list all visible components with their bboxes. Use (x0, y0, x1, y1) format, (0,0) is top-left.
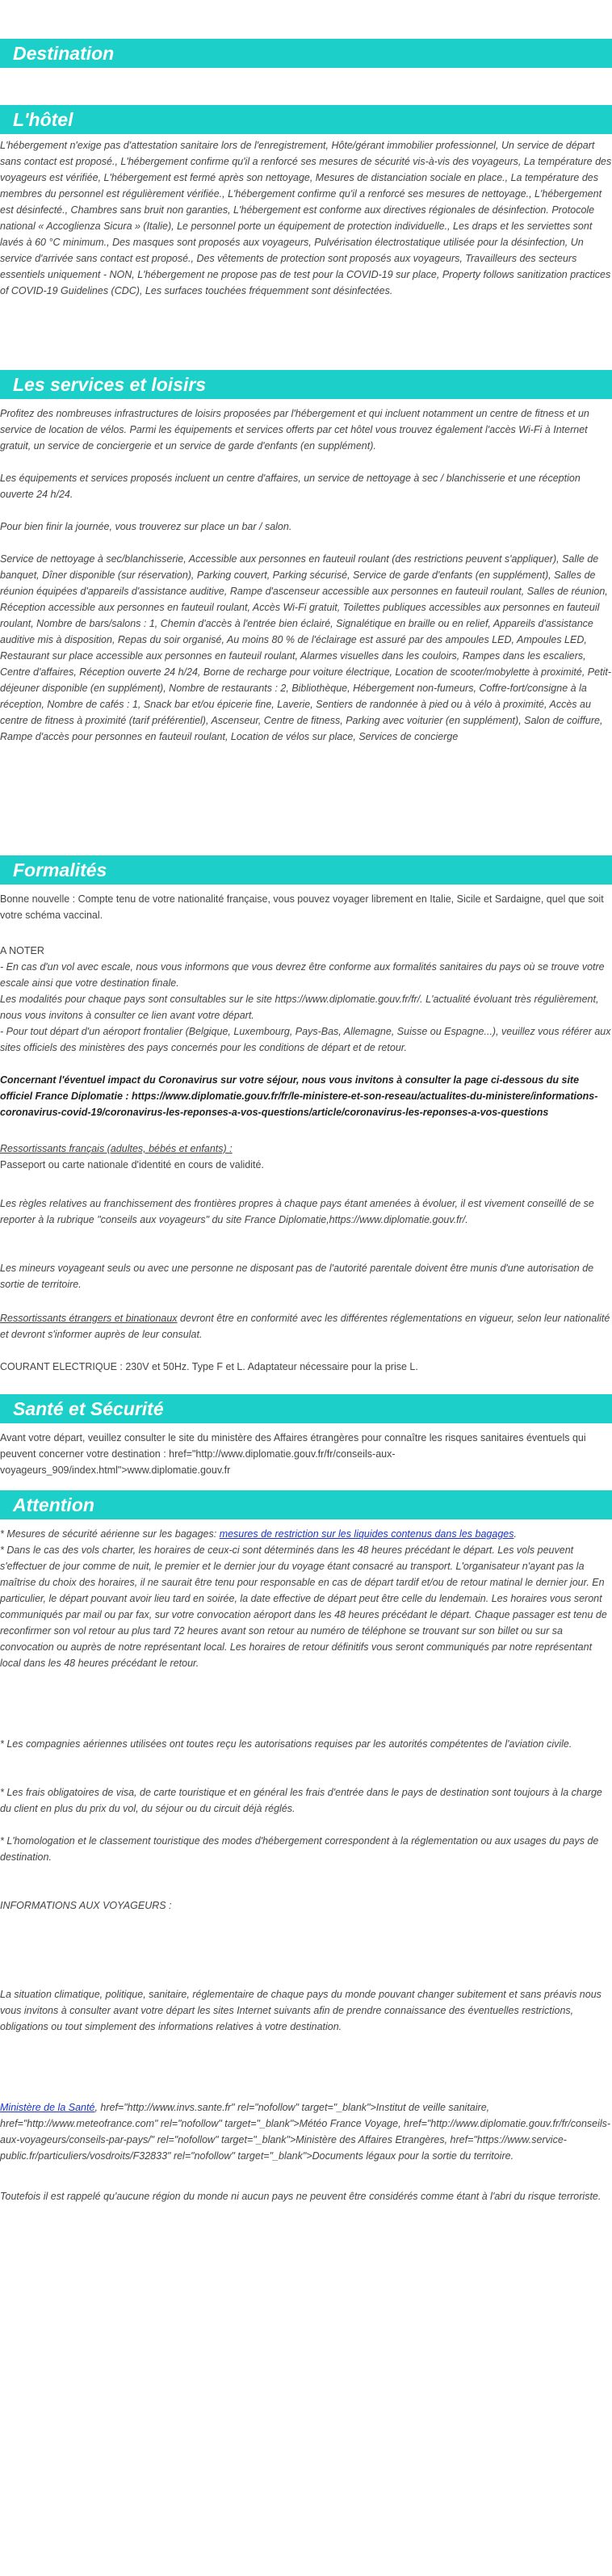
traveller-info-label: INFORMATIONS AUX VOYAGEURS : (0, 1900, 172, 1911)
note-label: A NOTER (0, 945, 44, 956)
formalites-intro: Bonne nouvelle : Compte tenu de votre nationalité française, vous pouvez voyager librement en Italie, Sicile et Sardaigne, quel que soit votre schéma vaccinal. (0, 893, 604, 921)
note-modalities: Les modalités pour chaque pays sont consultables sur le site https://www.diplomatie.gouv.fr/fr/. L'actualité évoluant très régulièrement, nous vous invitons à consulter ce lien avant votre départ. (0, 994, 599, 1021)
french-nationals-label: Ressortissants français (adultes, bébés et enfants) : (0, 1143, 233, 1154)
liquids-restriction-link[interactable]: mesures de restriction sur les liquides contenus dans les bagages (219, 1528, 514, 1540)
terror-warning: Toutefois il est rappelé qu'aucune région du monde ni aucun pays ne peuvent être considérés comme étant à l'abri du risque terroriste. (0, 2191, 602, 2202)
section-header-destination: Destination (0, 39, 612, 68)
note-stopover: - En cas d'un vol avec escale, nous vous informons que vous devrez être conforme aux formalités sanitaires du pays où se trouve votre escale ainsi que votre destination finale. (0, 961, 605, 989)
attention-visa: * Les frais obligatoires de visa, de carte touristique et en général les frais d'entrée dans le pays de destination sont toujours à la charge du client en plus du prix du vol, du séjour ou du circuit déjà réglés. (0, 1787, 602, 1814)
ministry-health-link[interactable]: Ministère de la Santé (0, 2102, 95, 2113)
services-list: Service de nettoyage à sec/blanchisserie, Accessible aux personnes en fauteuil roulant (des restrictions peuvent s'appliquer), Salle de banquet, Dîner disponible (sur réservation), Parking couvert, Parking sécurisé, Service de garde d'enfants (en supplément), Salles de réunion équipées d'appareils d'assistance auditive, Rampe d'ascenseur accessible aux personnes en fauteuil roulant, Salles de réunion, Réception accessible aux personnes en fauteuil roulant, Accès Wi-Fi gratuit, Toilettes publiques accessibles aux personnes en fauteuil roulant, Nombre de bars/salons : 1, Chemin d'accès à l'entrée bien éclairé, Signalétique en braille ou en relief, Appareils d'assistance auditive mis à disposition, Repas du soir organisé, Au moins 80 % de l'éclairage est assuré par des ampoules LED, Ampoules LED, Restaurant sur place accessible aux personnes en fauteuil roulant, Alarmes visuelles dans les couloirs, Rampes dans les escaliers, Centre d'affaires, Réception ouverte 24 h/24, Borne de recharge pour voiture électrique, Location de scooter/mobylette à proximité, Petit-déjeuner disponible (en supplément), Nombre de restaurants : 2, Bibliothèque, Hébergement non-fumeurs, Coffre-fort/consigne à la réception, Nombre de cafés : 1, Snack bar et/ou épicerie fine, Laverie, Sentiers de randonnée à pied ou à vélo à proximité, Accès au centre de fitness à proximité (tarif préférentiel), Ascenseur, Centre de fitness, Parking avec voiturier (en supplément), Salon de coiffure, Rampe d'accès pour personnes en fauteuil roulant, Location de vélos sur place, Services de concierge (0, 553, 611, 742)
border-rules: Les règles relatives au franchissement des frontières propres à chaque pays étant amenées à évoluer, il est vivement conseillé de se reporter à la rubrique "conseils aux voyageurs" du site France Diplomatie,https://www.diplomatie.gouv.fr/. (0, 1198, 594, 1225)
section-header-sante: Santé et Sécurité (0, 1394, 612, 1423)
traveller-info-text: La situation climatique, politique, sanitaire, réglementaire de chaque pays du monde pouvant changer subitement et sans préavis nous vous invitons à consulter avant votre départ les sites Internet suivants afin de prendre connaissance des éventuelles restrictions, obligations ou tout simplement des informations relatives à votre destination. (0, 1989, 602, 2032)
attention-homologation: * L'homologation et le classement touristique des modes d'hébergement correspondent à la réglementation ou aux usages du pays de destination. (0, 1835, 599, 1863)
attention-airlines: * Les compagnies aériennes utilisées ont toutes reçu les autorisations requises par les autorités compétentes de l'aviation civile. (0, 1738, 572, 1750)
foreign-nationals (0, 1310, 612, 1359)
minors-rule: Les mineurs voyageant seuls ou avec une personne ne disposant pas de l'autorité parentale doivent être munis d'une autorisation de sortie de territoire. (0, 1263, 594, 1290)
services-intro: Profitez des nombreuses infrastructures de loisirs proposées par l'hébergement et qui incluent notamment un centre de fitness et un service de location de vélos. Parmi les équipements et services offerts par cet hôtel vous trouvez également l'accès Wi-Fi à Internet gratuit, un service de conciergerie et un service de garde d'enfants (en supplément). (0, 408, 589, 452)
foreign-nationals-label: Ressortissants étrangers et binationaux (0, 1313, 178, 1324)
section-header-hotel: L'hôtel (0, 105, 612, 134)
french-nationals-docs: Passeport ou carte nationale d'identité en cours de validité. (0, 1159, 264, 1170)
services-equipment: Les équipements et services proposés incluent un centre d'affaires, un service de nettoyage à sec / blanchisserie et une réception ouverte 24 h/24. (0, 473, 581, 500)
note-border-airport: - Pour tout départ d'un aéroport frontalier (Belgique, Luxembourg, Pays-Bas, Allemagne, Suisse ou Espagne...), veuillez vous référer aux sites officiels des ministères des pays concernés pour les conditions de départ et de retour. (0, 1026, 611, 1053)
coronavirus-notice: Concernant l'éventuel impact du Coronavirus sur votre séjour, nous vous invitons à consulter la page ci-dessous du site officiel France Diplomatie : https://www.diplomatie.gouv.fr/fr/le-ministere-et-son-reseau/actualites-du-ministere/informations-coronavirus-covid-19/coronavirus-les-reponses-a-vos-questions/article/coronavirus-les-reponses-a-vos-questions (0, 1074, 598, 1118)
useful-links-text: , href="http://www.invs.sante.fr" rel="nofollow" target="_blank">Institut de veille sanitaire, href="http://www.meteofrance.com" rel="nofollow" target="_blank">Météo France Voyage, href="http://www.diplomatie.gouv.fr/fr/conseils-aux-voyageurs/conseils-par-pays/" rel="nofollow" target="_blank">Ministère des Affaires Etrangères, href="https://www.service-public.fr/particuliers/vosdroits/F32833" rel="nofollow" target="_blank">Documents légaux pour la sortie du territoire. (0, 2102, 611, 2162)
attention-baggage (0, 1526, 612, 1542)
attention-charter: * Dans le cas des vols charter, les horaires de ceux-ci sont déterminés dans les 48 heures précédant le départ. Les vols peuvent s'effectuer de jour comme de nuit, le premier et le dernier jour du voyage étant consacré au transport. L'organisateur n'ayant pas la maîtrise du choix des horaires, il ne saurait être tenu pour responsable en cas de départ tardif et/ou de retour matinal le dernier jour. En particulier, le départ pouvant avoir lieu tard en soirée, la date effective de départ peut être celle du lendemain. Les horaires vous seront communiqués par mail ou par fax, sur votre convocation aéroport dans les 48 heures précédant le départ. Chaque passager est tenu de reconfirmer son vol retour au plus tard 72 heures avant son retour au numéro de téléphone se trouvant sur son billet ou sur sa convocation ou auprès de notre représentant local. Les horaires de retour définitifs vous seront communiqués par notre représentant local dans les 48 heures précédant le retour. (0, 1544, 607, 1669)
attention-baggage-text: * Mesures de sécurité aérienne sur les bagages: (0, 1528, 220, 1540)
sante-text: Avant votre départ, veuillez consulter le site du ministère des Affaires étrangères pour connaître les risques sanitaires éventuels qui peuvent concerner votre destination : href="http://www.diplomatie.gouv.fr/fr/conseils-aux-voyageurs_909/index.html">www.diplomatie.gouv.fr (0, 1432, 586, 1476)
foreign-nationals-text: devront être en conformité avec les différentes réglementations en vigueur, selon leur nationalité et devront s'informer auprès de leur consulat. (0, 1313, 610, 1340)
hotel-description: L'hébergement n'exige pas d'attestation sanitaire lors de l'enregistrement, Hôte/gérant immobilier professionnel, Un service de départ sans contact est proposé., L'hébergement confirme qu'il a renforcé ses mesures de sécurité vis-à-vis des voyageurs, La température des voyageurs est vérifiée, L'hébergement est fermé après son nettoyage, Mesures de distanciation sociale en place., La température des membres du personnel est régulièrement vérifiée., L'hébergement confirme qu'il a renforcé ses mesures de nettoyage., L'hébergement est désinfecté., Chambres sans bruit non garanties, L'hébergement est conforme aux directives régionales de désinfection. Protocole national « Accoglienza Sicura » (Italie), Le personnel porte un équipement de protection individuelle., Les draps et les serviettes sont lavés à 60 °C minimum., Des masques sont proposés aux voyageurs, Pulvérisation électrostatique utilisée pour la désinfection, Un service d'arrivée sans contact est proposé., Des vêtements de protection sont proposés aux voyageurs, Travailleurs des secteurs essentiels uniquement - NON, L'hébergement ne propose pas de test pour la COVID-19 sur place, Property follows sanitization practices of COVID-19 Guidelines (CDC), Les surfaces touchées fréquemment sont désinfectées. (0, 140, 612, 296)
useful-links (0, 2099, 612, 2188)
attention-baggage-end: . (513, 1528, 517, 1540)
section-header-services: Les services et loisirs (0, 370, 612, 399)
section-header-attention: Attention (0, 1490, 612, 1519)
electric-current: COURANT ELECTRIQUE : 230V et 50Hz. Type F et L. Adaptateur nécessaire pour la prise L. (0, 1361, 418, 1372)
services-bar: Pour bien finir la journée, vous trouverez sur place un bar / salon. (0, 521, 292, 532)
section-header-formalites: Formalités (0, 855, 612, 885)
